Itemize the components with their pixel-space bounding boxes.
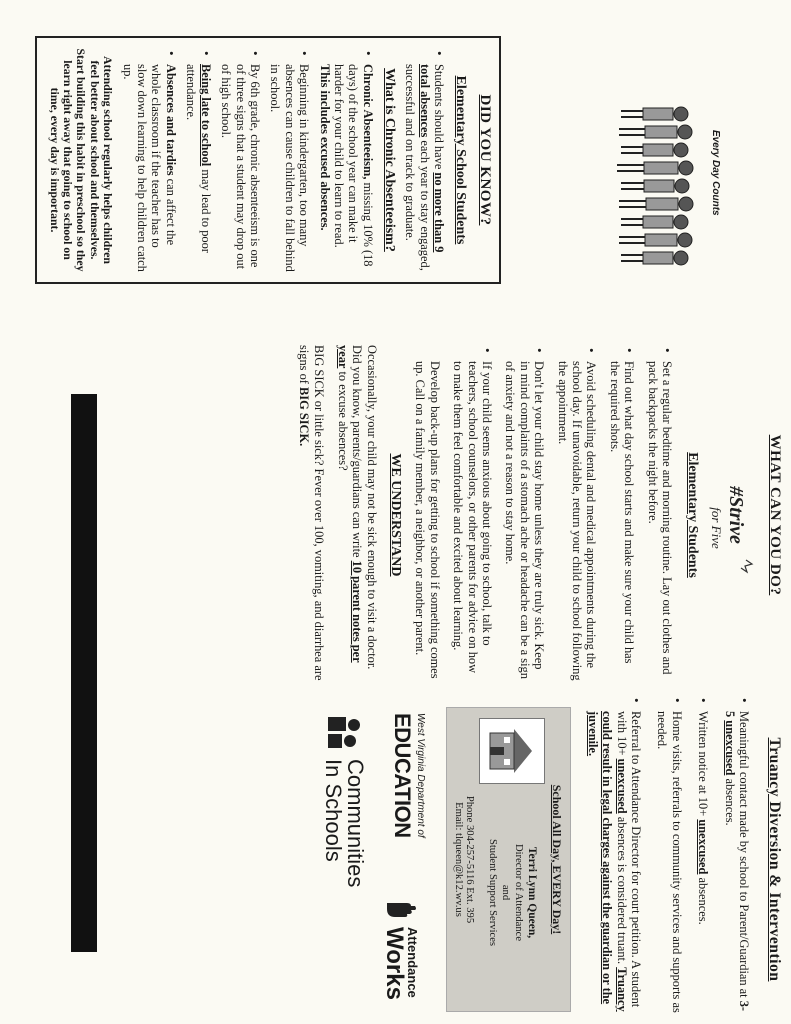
- hand-icon: [385, 897, 419, 923]
- attendance-note: Attending school regularly helps children feel better about school and themselves. Start building this habit in preschool so they learn right away that going to school on time, every day is important.: [47, 48, 116, 272]
- communities-in-schools-logo: [321, 713, 369, 888]
- every-day-counts-header: [591, 90, 721, 290]
- wv-big-text: EDUCATION: [390, 713, 416, 838]
- tip-routine: • Set a regular bedtime and morning routine. Lay out clothes and pack backpacks the night before.: [645, 361, 674, 681]
- contact-role-1: Director of Attendance: [513, 843, 525, 942]
- contact-email: Email: tlqueen@k12.wv.us: [453, 802, 465, 917]
- truancy-written-notice: • Written notice at 10+ unexcused absences.: [696, 711, 710, 1016]
- big-sick-text: BIG SICK or little sick? Fever over 100, vomiting, and diarrhea are signs of BIG SICK.: [297, 345, 326, 681]
- we-understand-heading: WE UNDERSTAND: [387, 453, 403, 577]
- communities-text: Communities: [343, 759, 369, 888]
- parent-notes-text: Occasionally, your child may not be sick enough to visit a doctor. Did you know, parents/guardians can write 10 parent notes per year to excuse absences?: [336, 345, 379, 670]
- fact-late: • Being late to school may lead to poor attendance.: [184, 64, 213, 272]
- elementary-students-heading: Elementary School Students: [453, 75, 468, 245]
- svg-text:for Five: for Five: [709, 507, 724, 549]
- did-you-know-heading: DID YOU KNOW?: [477, 94, 493, 226]
- attendance-works-logo: [383, 897, 420, 1000]
- contact-name: Terri Lynn Queen,: [526, 846, 539, 939]
- tip-stay-home: • Don't let your child stay home unless they are truly sick. Keep in mind complaints of a stomach ache or headache can be a sign of anxiety and not a reason to stay home.: [503, 361, 546, 681]
- facts-list: [403, 48, 446, 272]
- panel-did-you-know: [0, 0, 791, 335]
- contact-role-2: Student Support Services: [487, 838, 499, 947]
- truancy-contact: • Meaningful contact made by school to Parent/Guardian at 3-5 unexcused absences.: [722, 711, 751, 1016]
- chronic-list: [120, 48, 375, 272]
- contact-and: and: [500, 884, 512, 901]
- tip-appointments: • Avoid scheduling dental and medical appointments during the school day. If unavoidable, return your child to school following the appointment.: [555, 361, 598, 681]
- wv-education-logo: [389, 713, 426, 838]
- elementary-students-subheading: Elementary Students: [685, 452, 700, 578]
- truancy-list: [585, 695, 751, 1024]
- strive-for-five-icon: [706, 440, 760, 590]
- fact-kindergarten: • Beginning in kindergarten, too many absences can cause children to fall behind in school.: [268, 64, 311, 272]
- truancy-heading: Truancy Diversion & Intervention: [766, 737, 783, 982]
- fact-chronic-absenteeism: • Chronic Absenteeism, missing 10% (18 days) of the school year can make it harder for your child to learn to read. This includes excused absences.: [317, 64, 375, 272]
- works-text: Works: [381, 927, 409, 1000]
- what-can-you-do-heading: WHAT CAN YOU DO?: [767, 434, 783, 596]
- fact-absences-limit: • Students should have no more than 9 total absences each year to stay engaged, successful and on track to graduate.: [403, 64, 446, 272]
- people-icon: [324, 713, 364, 753]
- strive-for-five-logo: [706, 440, 760, 590]
- tip-shots: • Find out what day school starts and make sure your child has the required shots.: [607, 361, 636, 681]
- tips-list: [451, 345, 674, 685]
- panel-truancy: [0, 695, 791, 1024]
- contact-box: [446, 707, 571, 1012]
- contact-phone: Phone 304-257-5116 Ext. 395: [464, 795, 476, 924]
- attendance-text: Attendance: [405, 927, 421, 998]
- school-house-icon: [479, 718, 545, 784]
- tip-anxious: • If your child seems anxious about going to school, talk to teachers, school counselors, or other parents for advice on how to make them feel comfortable and excited about learning.: [451, 361, 494, 681]
- did-you-know-box: [35, 36, 501, 284]
- truancy-referral: • Referral to Attendance Director for court petition. A student with 10+ unexcused absences is considered truant. Truancy could result in legal charges against the guardian or the juvenile.: [585, 711, 643, 1016]
- panel-what-can-you-do: [0, 345, 791, 685]
- backup-plans: Develop back-up plans for getting to school if something comes up. Call on a family member, a neighbor, or another parent.: [413, 361, 442, 679]
- fact-tardies: • Absences and tardies can affect the whole classroom if the teacher has to slow down learning to help children catch up.: [120, 64, 178, 272]
- header-title: Every Day Counts: [710, 130, 721, 216]
- in-schools-text: In Schools: [321, 759, 347, 862]
- truancy-home-visits: • Home visits, referrals to community services and supports as needed.: [655, 711, 684, 1016]
- svg-text:#Strive: #Strive: [725, 486, 747, 544]
- fact-sixth-grade: • By 6th grade, chronic absenteeism is one of three signs that a student may drop out of high school.: [219, 64, 262, 272]
- contact-title: School All Day, EVERY Day!: [550, 784, 565, 935]
- chronic-question-heading: What is Chronic Absenteeism?: [381, 68, 397, 252]
- children-illustration: [606, 102, 701, 272]
- partner-logos: [266, 707, 426, 1012]
- wv-small-text: West Virginia Department of: [415, 713, 427, 838]
